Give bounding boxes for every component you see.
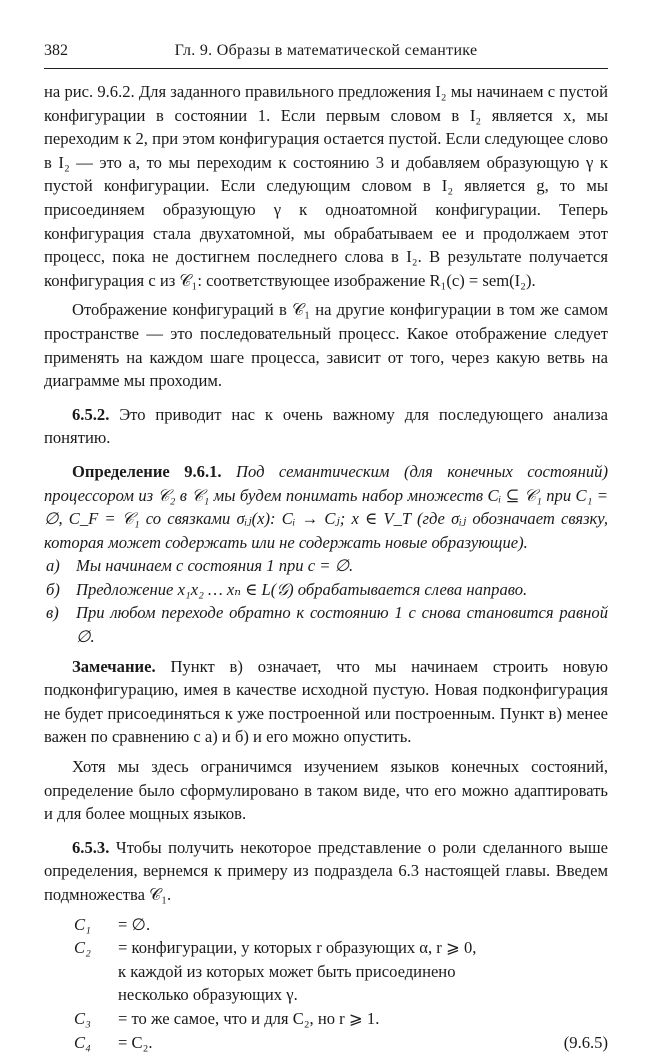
remark <box>44 655 608 749</box>
section-number: 6.5.3. <box>72 837 110 857</box>
paragraph-continuation: на рис. 9.6.2. Для заданного правильного предложения I₂ мы начинаем с пустой конфигурации в состоянии 1. Если первым словом в I₂ является x, мы переходим к 2, при этом конфигурация остается пустой. Если следующее слово в I₂ — это a, то мы переходим к состоянию 3 и добавляем образующую γ к пустой конфигурации. Если следующим словом в I₂ является g, то мы присоединяем образующую γ к одноатомной конфигурации. Теперь конфигурация стала двухатомной, мы обрабатываем ее и продолжаем этот процесс, пока не достигнем последнего слова в I₂. В результате получается конфигурация c из 𝒞₁: соответствующее изображение R₁(c) = sem(I₂). <box>44 82 608 290</box>
equation-row <box>74 1007 608 1031</box>
equation-continuation <box>74 983 608 1007</box>
definition-9-6-1 <box>44 460 608 554</box>
item-marker: б) <box>46 579 60 599</box>
paragraph-mapping: Отображение конфигураций в 𝒞₁ на другие конфигурации в том же самом пространстве — это последовательный процесс. Какое отображение следует применять на каждом шаге процесса, зависит от того, через какую ветвь на диаграмме мы проходим. <box>44 300 608 391</box>
equation-lhs: C₃ <box>74 1008 91 1028</box>
equation-text: несколько образующих γ. <box>118 985 298 1005</box>
item-marker: а) <box>46 556 60 576</box>
list-item <box>44 554 608 578</box>
equation-block <box>74 913 608 1054</box>
equation-rhs: = конфигурации, у которых r образующих α, r ⩾ 0, <box>118 938 477 958</box>
equation-lhs: C₄ <box>74 1032 91 1052</box>
equation-rhs: = то же самое, что и для C₂, но r ⩾ 1. <box>118 1008 380 1028</box>
page-number: 382 <box>44 42 68 59</box>
equation-rhs: = ∅. <box>118 914 151 934</box>
equation-continuation <box>74 960 608 984</box>
equation-lhs: C₂ <box>74 938 91 958</box>
remark-text: Пункт в) означает, что мы начинаем строить новую подконфигурацию, имея в качестве исходной пустую. Новая подконфигурация не будет присоединяться к уже построенной или построенным. Пункт в) менее важен по сравнению с а) и б) и его можно опустить. <box>44 656 608 747</box>
remark-label: Замечание. <box>72 656 156 676</box>
item-text: Предложение x₁x₂ … xₙ ∈ L(𝒢) обрабатывается слева направо. <box>76 579 528 599</box>
running-header <box>44 42 608 66</box>
equation-text: к каждой из которых может быть присоединено <box>118 961 456 981</box>
definition-items <box>44 554 608 648</box>
section-6-5-3 <box>44 836 608 907</box>
equation-number: (9.6.5) <box>563 1032 608 1052</box>
paragraph-finite-state: Хотя мы здесь ограничимся изучением языков конечных состояний, определение было сформулировано в таком виде, что его можно адаптировать и для более мощных языков. <box>44 757 608 824</box>
equation-row <box>74 1031 608 1054</box>
section-6-5-2 <box>44 403 608 450</box>
equation-row <box>74 936 608 960</box>
chapter-title: Гл. 9. Образы в математической семантике <box>174 42 478 59</box>
page-body <box>44 80 608 1054</box>
item-marker: в) <box>46 603 59 623</box>
equation-row <box>74 913 608 937</box>
definition-label: Определение 9.6.1. <box>72 461 222 481</box>
equation-rhs: = C₂. <box>118 1032 153 1052</box>
equation-lhs: C₁ <box>74 914 91 934</box>
item-text: Мы начинаем с состояния 1 при c = ∅. <box>76 556 354 576</box>
item-text: При любом переходе обратно к состоянию 1 с снова становится равной ∅. <box>76 603 608 647</box>
section-text: Это приводит нас к очень важному для последующего анализа понятию. <box>44 404 608 448</box>
definition-text: Под семантическим (для конечных состояний) процессором из 𝒞₂ в 𝒞₁ мы будем понимать набор множеств Cᵢ ⊆ 𝒞₁ при C₁ = ∅, C_F = 𝒞₁ со связками σᵢⱼ(x): Cᵢ → Cⱼ; x ∈ V_T (где σᵢⱼ обозначает связку, которая может содержать или не содержать новые образующие). <box>44 461 609 552</box>
section-text: Чтобы получить некоторое представление о роли сделанного выше определения, вернемся к примеру из подраздела 6.3 настоящей главы. Введем подмножества 𝒞₁. <box>44 837 608 904</box>
section-number: 6.5.2. <box>72 404 110 424</box>
list-item <box>44 578 608 602</box>
header-rule <box>44 68 608 69</box>
list-item <box>44 601 608 648</box>
